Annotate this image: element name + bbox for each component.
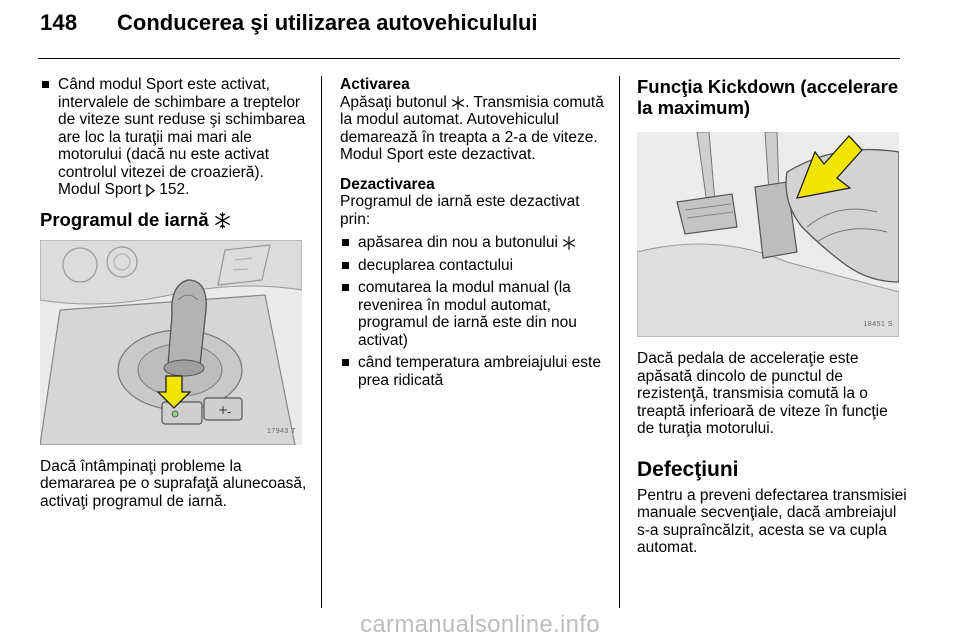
figure-code: 17943 T xyxy=(266,428,296,435)
column-divider-2 xyxy=(619,76,620,608)
winter-program-heading xyxy=(40,209,310,230)
figure-code: 18451 S xyxy=(863,320,893,328)
activation-heading: Activarea xyxy=(340,76,410,93)
winter-program-paragraph: Dacă întâmpinaţi probleme la demararea pe o suprafaţă alunecoasă, activaţi programul de iarnă. xyxy=(40,457,307,510)
faults-heading: Defecţiuni xyxy=(637,457,739,481)
winter-program-heading-text: Programul de iarnă xyxy=(40,208,209,230)
arrow-ref-icon xyxy=(146,184,155,197)
header-rule xyxy=(38,58,900,59)
deactivation-item-1: apăsarea din nou a butonului xyxy=(358,234,563,251)
snowflake-icon xyxy=(562,236,576,250)
sport-mode-text: Când modul Sport este activat, intervalele de schimbare a treptelor de viteze sunt reduse şi schimbarea are loc la turaţii mai mari ale motorului (dacă nu este activat controlul vitezei de croazieră). Modul Sport xyxy=(58,76,306,198)
pedal-illustration xyxy=(637,132,899,337)
column-divider-1 xyxy=(321,76,322,608)
activation-text-1: Apăsaţi butonul xyxy=(340,93,452,111)
winter-button-figure xyxy=(40,240,302,445)
page-ref[interactable]: 152 xyxy=(159,181,186,198)
column-3 xyxy=(637,76,907,557)
faults-paragraph: Pentru a preveni defectarea transmisiei manuale secvenţiale, dacă ambreiajul s-a supraîncălzit, acesta se va cupla automat. xyxy=(637,486,907,556)
kickdown-figure xyxy=(637,132,899,337)
column-1 xyxy=(40,76,310,510)
page-title: Conducerea şi utilizarea autovehiculului xyxy=(117,10,538,35)
deactivation-item-2: decuplarea contactului xyxy=(358,256,514,274)
activation-text-2: . Transmisia comută la modul automat. Autovehiculul demarează în treapta a 2-a de viteze. Modul Sport este dezactivat. xyxy=(340,93,604,163)
snowflake-icon xyxy=(214,212,231,229)
watermark: carmanualsonline.info xyxy=(360,611,600,638)
gear-selector-illustration xyxy=(40,240,302,445)
svg-text:-: - xyxy=(227,404,232,419)
column-2 xyxy=(340,76,610,394)
deactivation-list xyxy=(340,234,610,389)
snowflake-icon xyxy=(451,96,465,110)
list-item xyxy=(340,354,610,389)
deactivation-item-4: când temperatura ambreiajului este prea ridicată xyxy=(358,354,601,389)
page-number: 148 xyxy=(40,10,78,35)
deactivation-intro: Programul de iarnă este dezactivat prin: xyxy=(340,193,580,228)
list-item xyxy=(340,279,610,349)
list-item xyxy=(340,257,610,275)
deactivation-item-3: comutarea la modul manual (la revenirea în modul automat, programul de iarnă este din nou activat) xyxy=(358,279,577,349)
deactivation-heading: Dezactivarea xyxy=(340,175,435,193)
kickdown-heading: Funcţia Kickdown (accelerare la maximum) xyxy=(637,76,899,118)
svg-text:+: + xyxy=(218,402,229,417)
activation-text xyxy=(340,94,610,164)
list-item xyxy=(340,234,610,252)
kickdown-paragraph: Dacă pedala de acceleraţie este apăsată dincolo de punctul de rezistenţă, transmisia comută la o treaptă inferioară de viteze în funcţie de turaţia motorului. xyxy=(637,350,888,437)
list-item xyxy=(40,76,310,199)
sport-mode-list xyxy=(40,76,310,199)
sport-mode-suffix: . xyxy=(185,181,190,198)
